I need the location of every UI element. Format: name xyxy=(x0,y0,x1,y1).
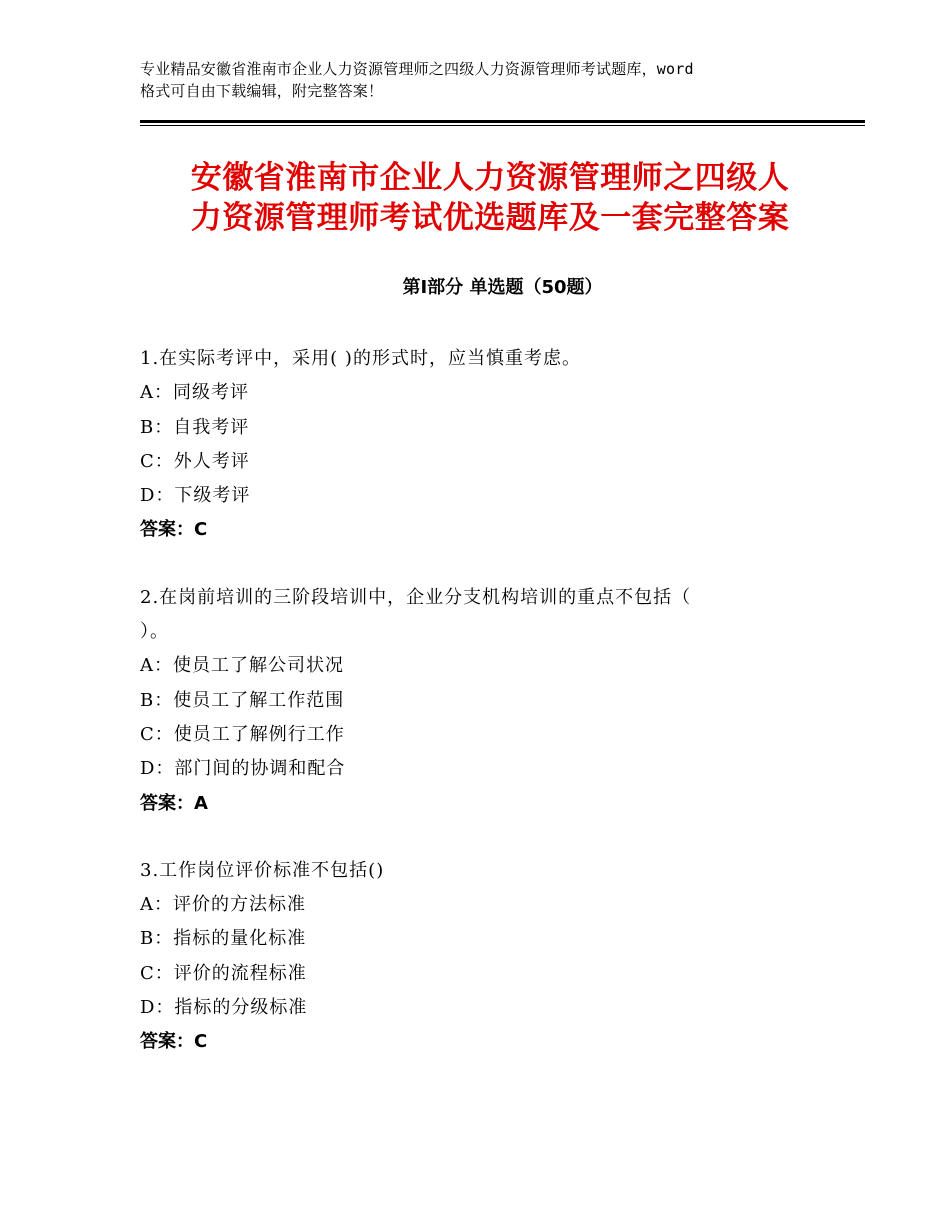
document-title-line-1: 安徽省淮南市企业人力资源管理师之四级人 xyxy=(190,160,790,196)
question-1-option-d: D：下级考评 xyxy=(140,485,251,507)
question-3-option-b: B：指标的量化标准 xyxy=(140,928,307,950)
header-divider-thick xyxy=(140,120,865,123)
question-3-option-a: A：评价的方法标准 xyxy=(140,894,306,916)
question-list xyxy=(140,342,790,1093)
question-3 xyxy=(140,854,790,1060)
document-title xyxy=(140,158,840,238)
question-2-option-d: D：部门间的协调和配合 xyxy=(140,758,346,780)
question-3-answer: 答案：C xyxy=(140,1031,208,1053)
header-note-line-2: 格式可自由下载编辑，附完整答案！ xyxy=(140,82,384,100)
question-3-option-c: C：评价的流程标准 xyxy=(140,962,307,984)
question-1-option-c: C：外人考评 xyxy=(140,450,250,472)
section-title: 第Ⅰ部分 单选题（50题） xyxy=(402,277,603,298)
question-3-stem: 3.工作岗位评价标准不包括() xyxy=(140,859,385,881)
question-1-option-a: A：同级考评 xyxy=(140,382,249,404)
question-2 xyxy=(140,581,790,821)
question-2-option-c: C：使员工了解例行工作 xyxy=(140,723,345,745)
question-3-option-d: D：指标的分级标准 xyxy=(140,997,308,1019)
question-2-option-a: A：使员工了解公司状况 xyxy=(140,655,344,677)
header-note-line-1: 专业精品安徽省淮南市企业人力资源管理师之四级人力资源管理师考试题库，word xyxy=(140,60,694,78)
question-1-stem: 1.在实际考评中，采用( )的形式时，应当慎重考虑。 xyxy=(140,348,581,369)
header-divider-thin xyxy=(140,125,865,126)
question-2-answer: 答案：A xyxy=(140,792,208,814)
header-note xyxy=(140,58,840,102)
question-1-answer: 答案：C xyxy=(140,519,208,541)
question-2-stem-line-1: 2.在岗前培训的三阶段培训中，企业分支机构培训的重点不包括（ xyxy=(140,586,692,608)
question-1-option-b: B：自我考评 xyxy=(140,416,250,438)
question-1 xyxy=(140,342,790,548)
question-2-stem-line-2: ）。 xyxy=(140,621,169,643)
document-title-line-2: 力资源管理师考试优选题库及一套完整答案 xyxy=(190,200,790,236)
question-2-option-b: B：使员工了解工作范围 xyxy=(140,689,345,711)
